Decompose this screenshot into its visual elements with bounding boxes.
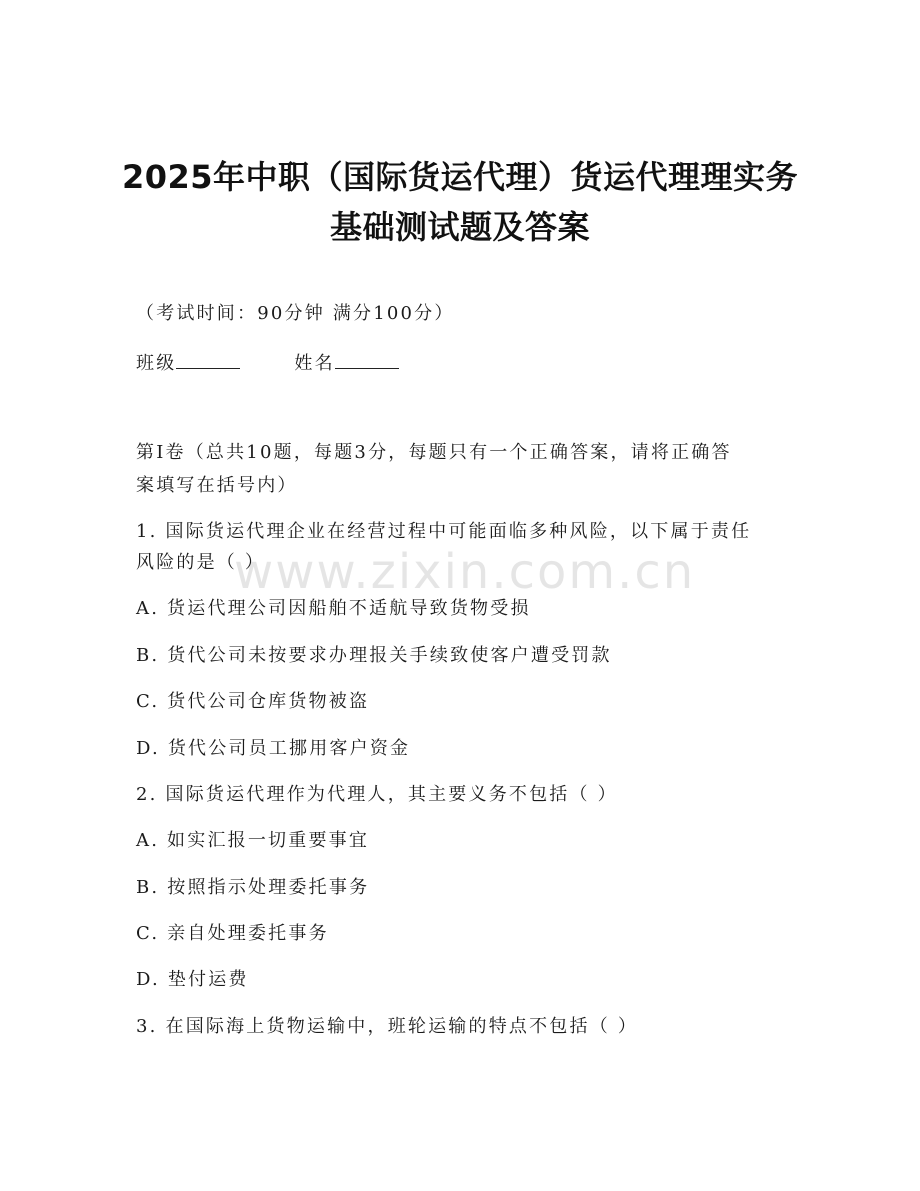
question-1-stem-line-2: 风险的是（ ） xyxy=(136,552,266,573)
watermark-text: www.zixin.com.cn xyxy=(234,544,696,600)
class-blank xyxy=(176,350,240,369)
question-1-stem-line-1: 1. 国际货运代理企业在经营过程中可能面临多种风险，以下属于责任 xyxy=(136,521,752,542)
question-2-option-b: B. 按照指示处理委托事务 xyxy=(136,877,370,898)
question-1-option-a: A. 货运代理公司因船舶不适航导致货物受损 xyxy=(136,598,531,619)
class-label: 班级 xyxy=(136,353,177,374)
section-instructions-line-1: 第Ⅰ卷（总共10题，每题3分，每题只有一个正确答案，请将正确答 xyxy=(136,442,732,463)
name-label: 姓名 xyxy=(294,353,335,374)
question-2-option-d: D. 垫付运费 xyxy=(136,969,249,990)
question-2-stem-line-1: 2. 国际货运代理作为代理人，其主要义务不包括（ ） xyxy=(136,784,618,805)
question-1-option-c: C. 货代公司仓库货物被盗 xyxy=(136,691,370,712)
question-2-option-a: A. 如实汇报一切重要事宜 xyxy=(136,830,370,851)
section-instructions-line-2: 案填写在括号内） xyxy=(136,475,298,496)
exam-info: （考试时间：90分钟 满分100分） xyxy=(136,303,455,324)
question-1-option-d: D. 货代公司员工挪用客户资金 xyxy=(136,738,411,759)
class-name-row xyxy=(136,350,786,376)
question-2-option-c: C. 亲自处理委托事务 xyxy=(136,923,329,944)
name-blank xyxy=(335,350,399,369)
question-1-option-b: B. 货代公司未按要求办理报关手续致使客户遭受罚款 xyxy=(136,645,612,666)
document-title-line-2: 基础测试题及答案 xyxy=(329,208,590,246)
question-3-stem-line-1: 3. 在国际海上货物运输中，班轮运输的特点不包括（ ） xyxy=(136,1016,639,1037)
document-title-line-1: 2025年中职（国际货运代理）货运代理理实务 xyxy=(121,158,799,196)
